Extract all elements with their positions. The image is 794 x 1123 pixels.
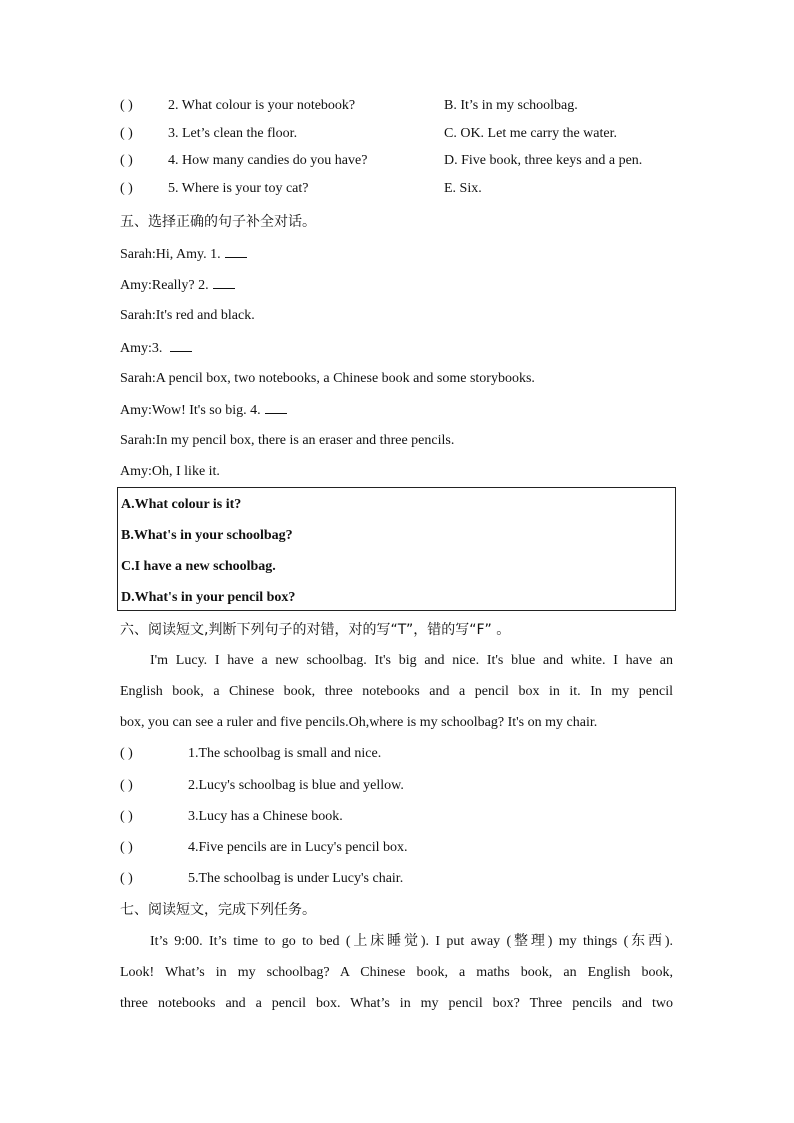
question-text: 3.Lucy has a Chinese book. [188, 809, 343, 824]
option-b: B.What's in your schoolbag? [121, 528, 293, 543]
matching-answer: B. It’s in my schoolbag. [444, 98, 578, 113]
matching-answer: C. OK. Let me carry the water. [444, 126, 617, 141]
answer-blank[interactable] [170, 339, 192, 352]
question-text: 1.The schoolbag is small and nice. [188, 746, 382, 761]
matching-item [120, 180, 308, 198]
matching-item [120, 152, 367, 170]
answer-paren: ( ) [120, 126, 133, 141]
matching-answer: D. Five book, three keys and a pen. [444, 153, 643, 168]
matching-question: 3. Let’s clean the floor. [168, 126, 298, 141]
passage-line: English book, a Chinese book, three notebooks and a pencil box in it. In my pencil [120, 684, 673, 699]
matching-question: 2. What colour is your notebook? [168, 98, 356, 113]
answer-paren[interactable]: ( ) [120, 746, 133, 761]
answer-paren[interactable]: ( ) [120, 809, 133, 824]
answer-blank[interactable] [265, 401, 287, 414]
matching-question: 5. Where is your toy cat? [168, 181, 309, 196]
answer-blank[interactable] [225, 245, 247, 258]
passage-line: box, you can see a ruler and five pencils.Oh,where is my schoolbag? It's on my chair. [120, 715, 598, 730]
section-7-heading: 七、阅读短文，完成下列任务。 [120, 902, 316, 918]
answer-paren: ( ) [120, 181, 133, 196]
section-5-heading: 五、选择正确的句子补全对话。 [120, 214, 316, 230]
question-text: 2.Lucy's schoolbag is blue and yellow. [188, 778, 404, 793]
passage-line: Look! What’s in my schoolbag? A Chinese book, a maths book, an English book, [120, 965, 673, 980]
answer-paren[interactable]: ( ) [120, 778, 133, 793]
matching-question: 4. How many candies do you have? [168, 153, 368, 168]
dialogue-line [120, 401, 287, 420]
dialogue-line [120, 276, 235, 295]
option-a: A.What colour is it? [121, 497, 242, 512]
matching-item [120, 125, 297, 143]
dialogue-text: Amy:Wow! It's so big. 4. [120, 403, 261, 418]
option-d: D.What's in your pencil box? [121, 590, 296, 605]
option-c: C.I have a new schoolbag. [121, 559, 276, 574]
judge-question [120, 745, 381, 763]
answer-paren: ( ) [120, 98, 133, 113]
answer-paren: ( ) [120, 153, 133, 168]
passage-line: I'm Lucy. I have a new schoolbag. It's big and nice. It's blue and white. I have an [150, 653, 673, 668]
answer-paren[interactable]: ( ) [120, 840, 133, 855]
answer-paren[interactable]: ( ) [120, 871, 133, 886]
judge-question [120, 808, 343, 826]
passage-line: It’s 9:00. It’s time to go to bed (上床睡觉). I put away (整理) my things (东西). [150, 934, 673, 949]
dialogue-text: Amy:Really? 2. [120, 278, 209, 293]
judge-question [120, 839, 407, 857]
options-box [117, 487, 676, 611]
question-text: 4.Five pencils are in Lucy's pencil box. [188, 840, 408, 855]
matching-answer: E. Six. [444, 181, 482, 196]
matching-item [120, 97, 355, 115]
dialogue-line: Sarah:It's red and black. [120, 308, 255, 323]
judge-question [120, 870, 403, 888]
dialogue-line [120, 339, 192, 358]
dialogue-line: Sarah:A pencil box, two notebooks, a Chinese book and some storybooks. [120, 371, 535, 386]
passage-line: three notebooks and a pencil box. What’s in my pencil box? Three pencils and two [120, 996, 673, 1011]
dialogue-line: Amy:Oh, I like it. [120, 464, 220, 479]
dialogue-line: Sarah:In my pencil box, there is an eraser and three pencils. [120, 433, 455, 448]
judge-question [120, 777, 404, 795]
section-6-heading: 六、阅读短文,判断下列句子的对错，对的写“T”，错的写“F” 。 [120, 622, 511, 638]
dialogue-text: Sarah:Hi, Amy. 1. [120, 247, 221, 262]
dialogue-line [120, 245, 247, 264]
dialogue-text: Amy:3. [120, 341, 163, 356]
answer-blank[interactable] [213, 276, 235, 289]
question-text: 5.The schoolbag is under Lucy's chair. [188, 871, 404, 886]
